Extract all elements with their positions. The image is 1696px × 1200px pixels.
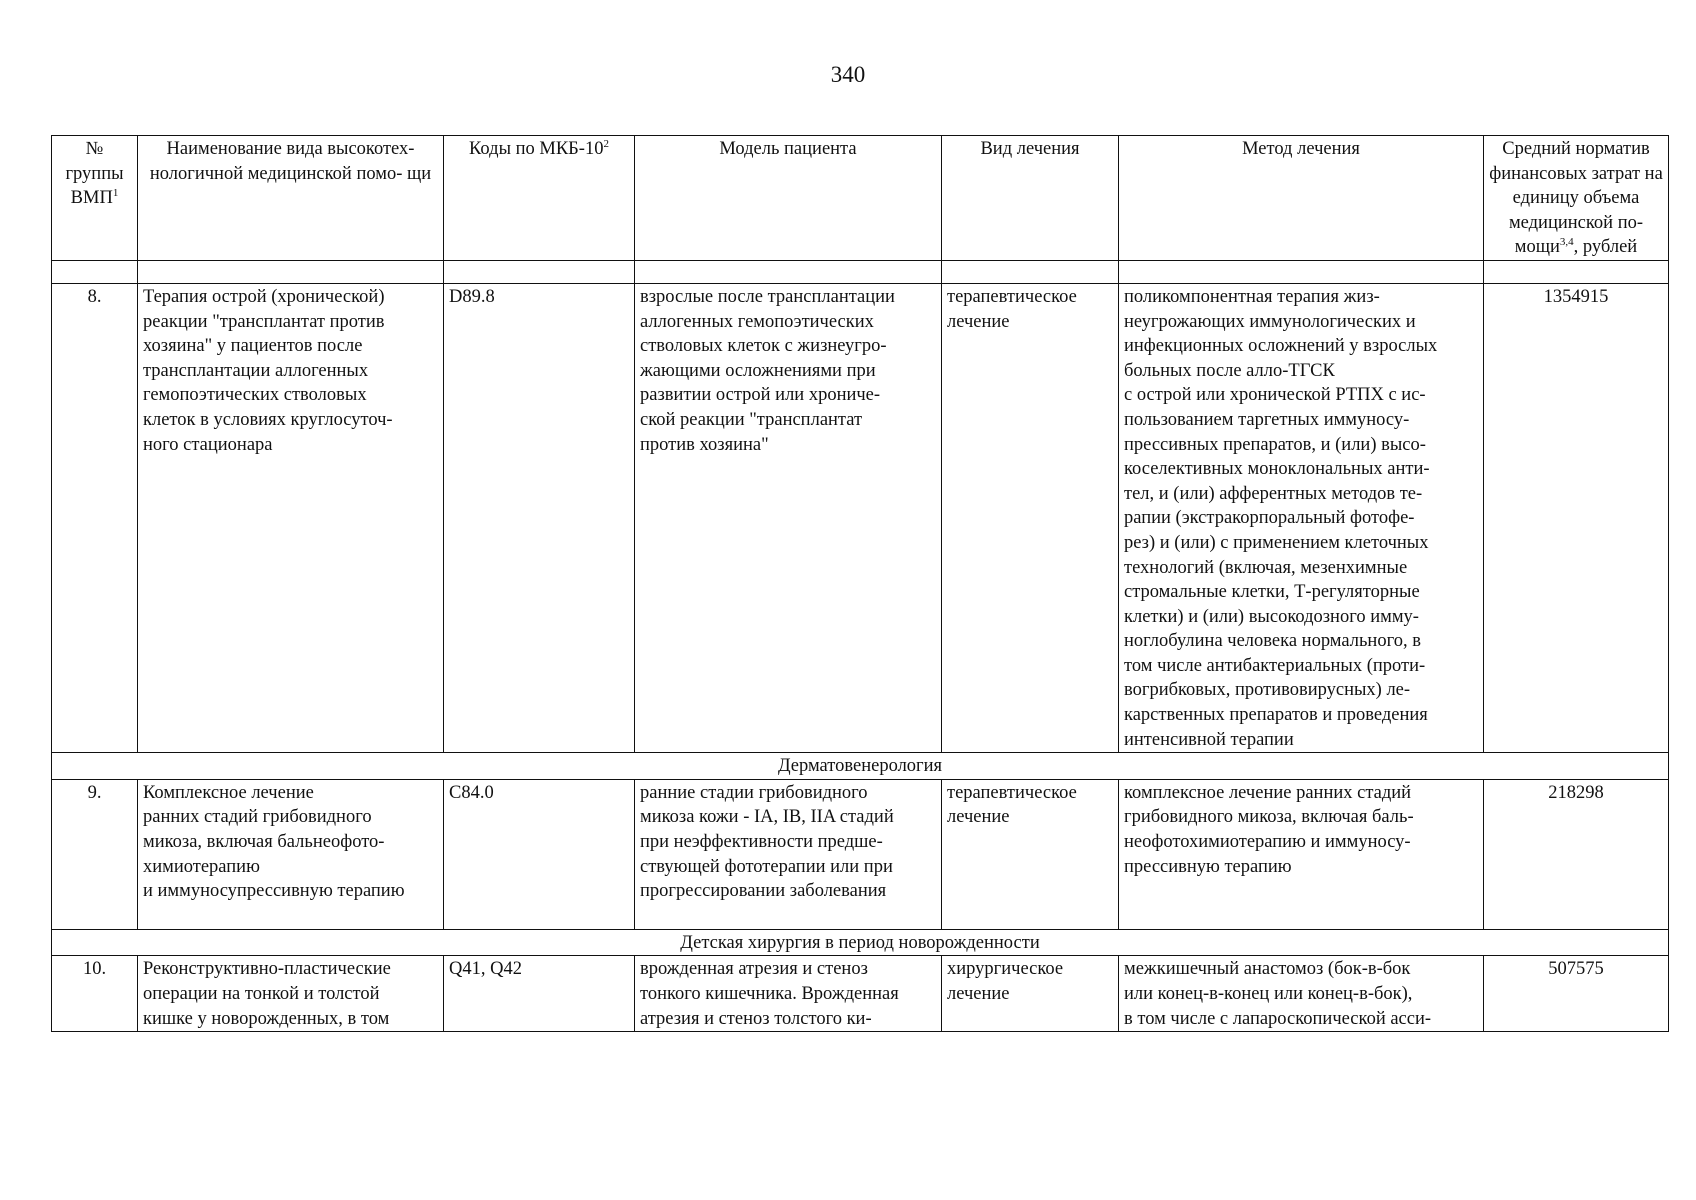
row-model: врожденная атрезия и стеноз тонкого кишечника. Врожденная атрезия и стеноз толстого ки- <box>635 956 942 1032</box>
row-cost: 218298 <box>1484 779 1669 929</box>
vmp-table <box>51 135 1669 1032</box>
row-name: Комплексное лечение ранних стадий грибовидного микоза, включая бальнеофото- химиотерапию и иммуносупрессивную терапию <box>138 779 444 929</box>
row-name: Реконструктивно-пластические операции на тонкой и толстой кишке у новорожденных, в том <box>138 956 444 1032</box>
row-cost: 507575 <box>1484 956 1669 1032</box>
header-method: Метод лечения <box>1119 136 1484 261</box>
row-number: 8. <box>52 283 138 752</box>
row-codes: Q41, Q42 <box>444 956 635 1032</box>
row-model: ранние стадии грибовидного микоза кожи - IA, IB, IIA стадий при неэффективности предше- ствующей фототерапии или при прогрессировании заболевания <box>635 779 942 929</box>
row-type: терапевтическое лечение <box>942 779 1119 929</box>
table-row <box>52 779 1669 929</box>
row-type: терапевтическое лечение <box>942 283 1119 752</box>
header-spacer-row <box>52 260 1669 283</box>
table-row <box>52 956 1669 1032</box>
header-codes: Коды по МКБ-$10^2$ <box>444 136 635 261</box>
header-type: Вид лечения <box>942 136 1119 261</box>
row-method: межкишечный анастомоз (бок-в-бок или конец-в-конец или конец-в-бок), в том числе с лапароскопической асси- <box>1119 956 1484 1032</box>
section-title: Дерматовенерология <box>52 753 1669 780</box>
row-number: 9. <box>52 779 138 929</box>
header-model: Модель пациента <box>635 136 942 261</box>
section-row <box>52 929 1669 956</box>
header-group-number: № группы ВМП$^1$ <box>52 136 138 261</box>
table-row <box>52 283 1669 752</box>
row-model: взрослые после трансплантации аллогенных гемопоэтических стволовых клеток с жизнеугро- жающими осложнениями при развитии острой или хрониче- ской реакции "трансплантат против хозяина" <box>635 283 942 752</box>
header-row <box>52 136 1669 261</box>
header-cost: Средний норматив финансовых затрат на единицу объема медицинской по- мощи$^{3,4}$, рублей <box>1484 136 1669 261</box>
row-number: 10. <box>52 956 138 1032</box>
page-number: 340 <box>830 62 866 87</box>
section-title: Детская хирургия в период новорожденности <box>52 929 1669 956</box>
section-row <box>52 753 1669 780</box>
header-name: Наименование вида высокотех- нологичной медицинской помо- щи <box>138 136 444 261</box>
row-name: Терапия острой (хронической) реакции "трансплантат против хозяина" у пациентов после трансплантации аллогенных гемопоэтических стволовых клеток в условиях круглосуточ- ного стационара <box>138 283 444 752</box>
row-codes: D89.8 <box>444 283 635 752</box>
row-method: поликомпонентная терапия жиз- неугрожающих иммунологических и инфекционных осложнений у взрослых больных после алло-ТГСК с острой или хронической РТПХ с ис- пользованием таргетных иммуносу- прессивных препаратов, и (или) высо- коселективных моноклональных анти- тел, и (или) афферентных методов те- рапии (экстракорпоральный фотофе- рез) и (или) с применением клеточных технологий (включая, мезенхимные стромальные клетки, Т-регуляторные клетки) и (или) высокодозного имму- ноглобулина человека нормального, в том числе антибактериальных (проти- вогрибковых, противовирусных) ле- карственных препаратов и проведения интенсивной терапии <box>1119 283 1484 752</box>
row-method: комплексное лечение ранних стадий грибовидного микоза, включая баль- неофотохимиотерапию и иммуносу- прессивную терапию <box>1119 779 1484 929</box>
row-cost: 1354915 <box>1484 283 1669 752</box>
row-codes: C84.0 <box>444 779 635 929</box>
row-type: хирургическое лечение <box>942 956 1119 1032</box>
